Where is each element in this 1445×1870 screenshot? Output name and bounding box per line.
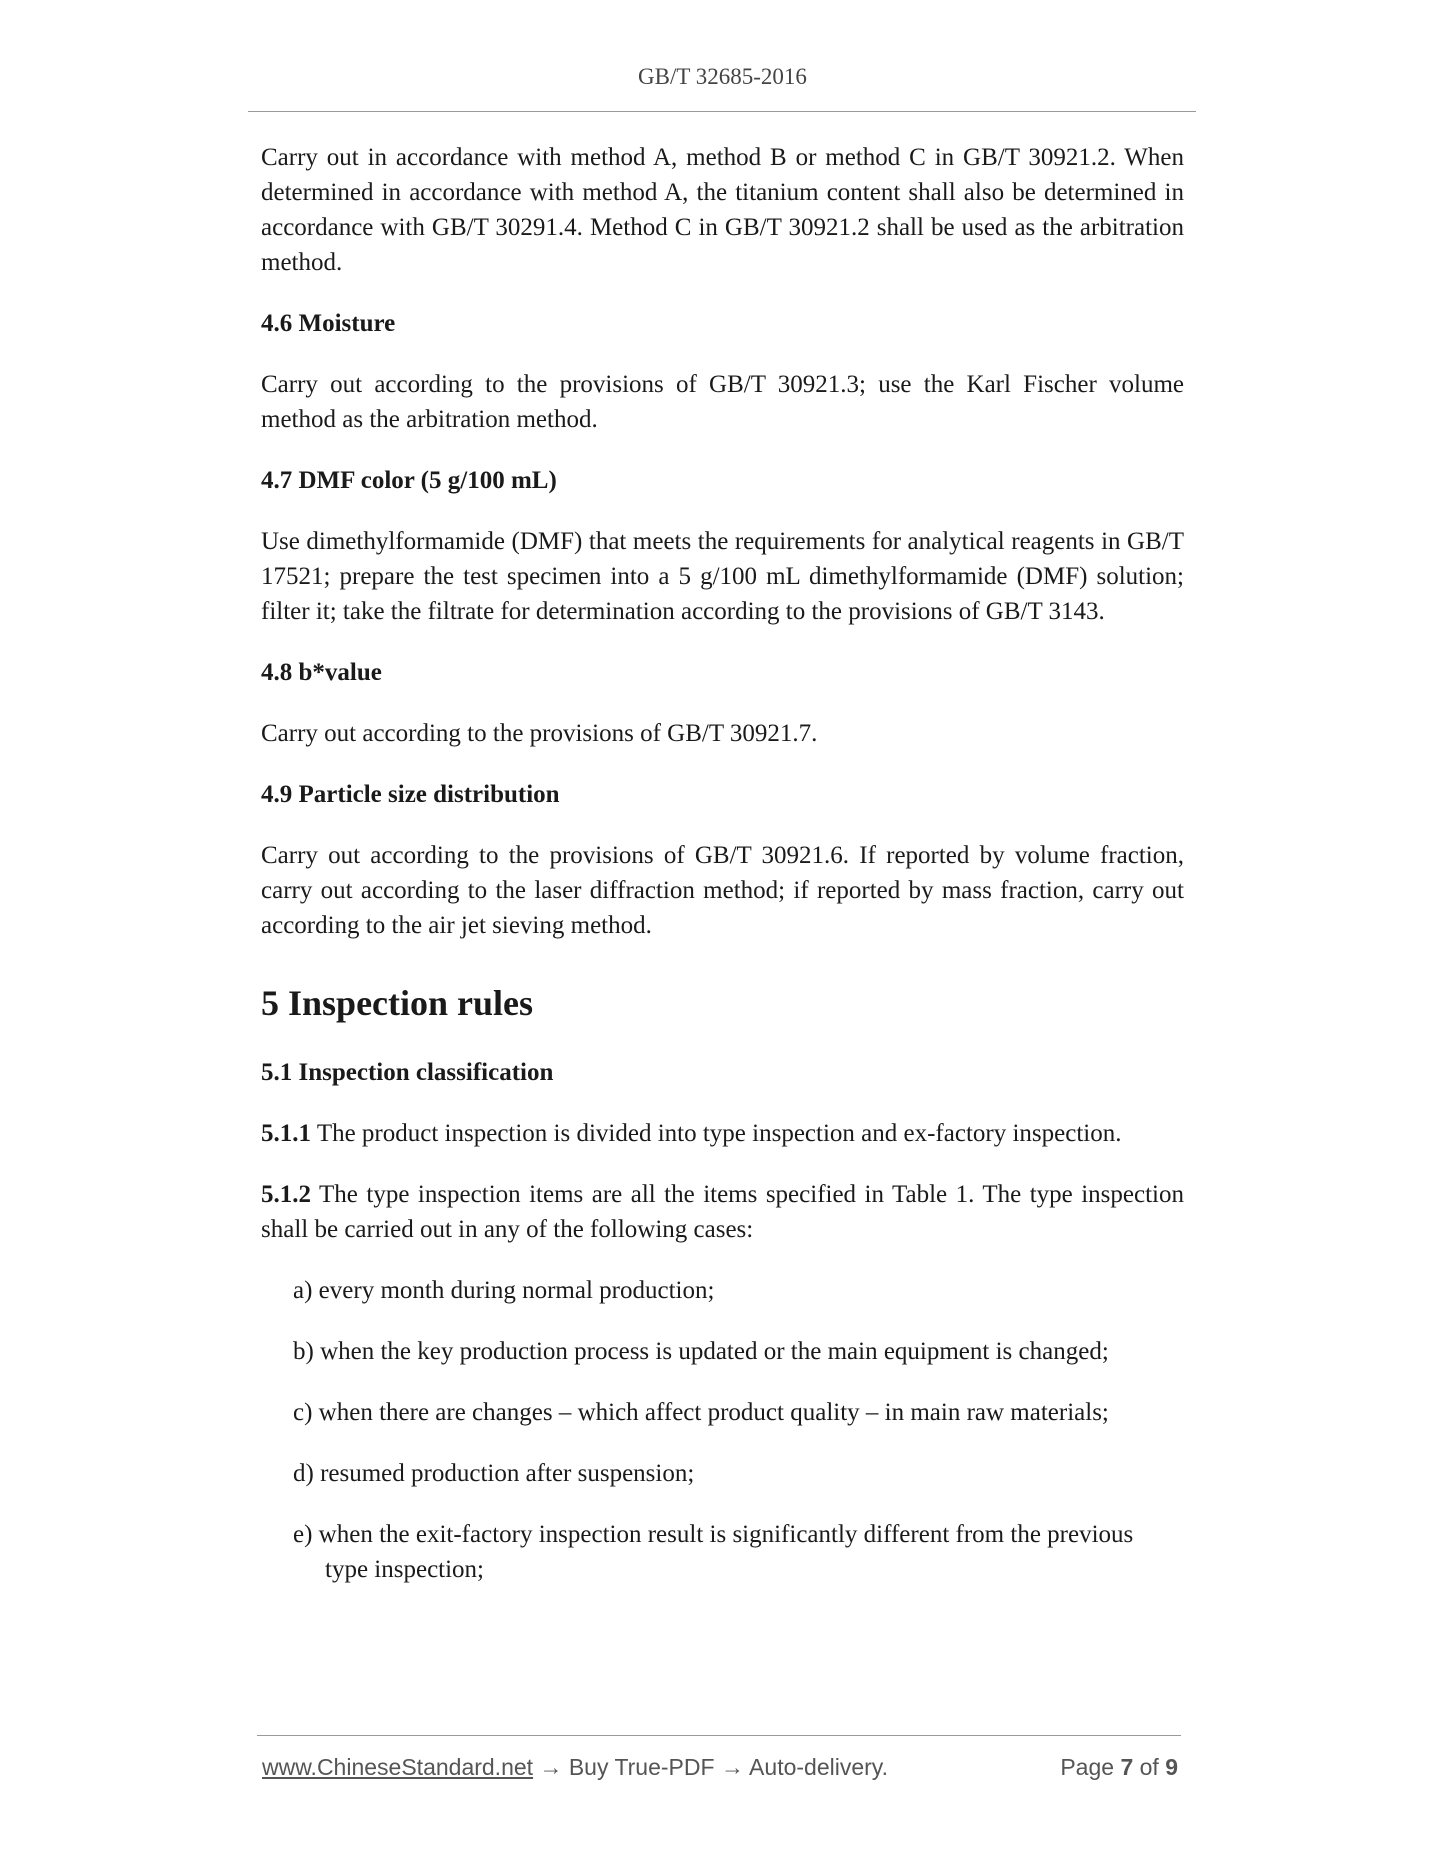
- section-4-9-heading: 4.9 Particle size distribution: [261, 781, 560, 808]
- list-item-e-line1: e) when the exit-factory inspection result is significantly different from the previous: [293, 1521, 1134, 1548]
- footer-divider: [257, 1735, 1181, 1736]
- of-label: of: [1139, 1754, 1159, 1780]
- section-4-7-paragraph: Use dimethylformamide (DMF) that meets the requirements for analytical reagents in GB/T 17521; prepare the test specimen into a 5 g/100 mL dimethylformamide (DMF) solution; filter it; take the filtrate for determination according to the provisions of GB/T 3143.: [261, 528, 1184, 625]
- clause-5-1-1: [261, 1116, 1184, 1151]
- clause-5-1-1-number: 5.1.1: [261, 1120, 311, 1147]
- section-4-6-paragraph: Carry out according to the provisions of GB/T 30921.3; use the Karl Fischer volume method as the arbitration method.: [261, 371, 1184, 433]
- auto-delivery-text: → Auto-delivery.: [720, 1754, 888, 1780]
- buy-pdf-text: → Buy True-PDF: [533, 1754, 721, 1780]
- document-body: [261, 140, 1184, 1587]
- page-indicator: [1060, 1754, 1178, 1781]
- total-pages: 9: [1165, 1754, 1178, 1780]
- section-4-6-heading: 4.6 Moisture: [261, 310, 396, 337]
- page-header: [0, 64, 1445, 90]
- document-code: GB/T 32685-2016: [638, 64, 807, 89]
- website-link[interactable]: www.ChineseStandard.net: [262, 1754, 534, 1780]
- clause-5-1-2-text: The type inspection items are all the items specified in Table 1. The type inspection shall be carried out in any of the following cases:: [261, 1181, 1184, 1243]
- section-5-1-heading: 5.1 Inspection classification: [261, 1059, 554, 1086]
- page-label: Page: [1060, 1754, 1115, 1780]
- current-page: 7: [1120, 1754, 1134, 1780]
- clause-5-1-1-text: The product inspection is divided into type inspection and ex-factory inspection.: [316, 1120, 1122, 1147]
- list-item-d: d) resumed production after suspension;: [293, 1460, 695, 1487]
- section-4-8-heading: 4.8 b*value: [261, 659, 382, 686]
- list-item-c: c) when there are changes – which affect product quality – in main raw materials;: [293, 1399, 1109, 1426]
- clause-5-1-2-number: 5.1.2: [261, 1181, 311, 1208]
- list-item-e-line2: type inspection;: [325, 1556, 484, 1583]
- page-footer: [262, 1754, 1182, 1781]
- header-divider: [248, 111, 1196, 112]
- list-item-a: a) every month during normal production;: [293, 1277, 715, 1304]
- section-4-7-heading: 4.7 DMF color (5 g/100 mL): [261, 467, 557, 494]
- intro-paragraph: Carry out in accordance with method A, method B or method C in GB/T 30921.2. When determined in accordance with method A, the titanium content shall also be determined in accordance with GB/T 30291.4. Method C in GB/T 30921.2 shall be used as the arbitration method.: [261, 144, 1184, 276]
- clause-5-1-2: [261, 1177, 1184, 1247]
- section-4-9-paragraph: Carry out according to the provisions of GB/T 30921.6. If reported by volume fraction, carry out according to the laser diffraction method; if reported by mass fraction, carry out according to the air jet sieving method.: [261, 842, 1184, 939]
- list-item-e: [261, 1517, 1184, 1587]
- section-5-heading: 5 Inspection rules: [261, 983, 534, 1023]
- section-4-8-paragraph: Carry out according to the provisions of GB/T 30921.7.: [261, 720, 818, 747]
- list-item-b: b) when the key production process is updated or the main equipment is changed;: [293, 1338, 1109, 1365]
